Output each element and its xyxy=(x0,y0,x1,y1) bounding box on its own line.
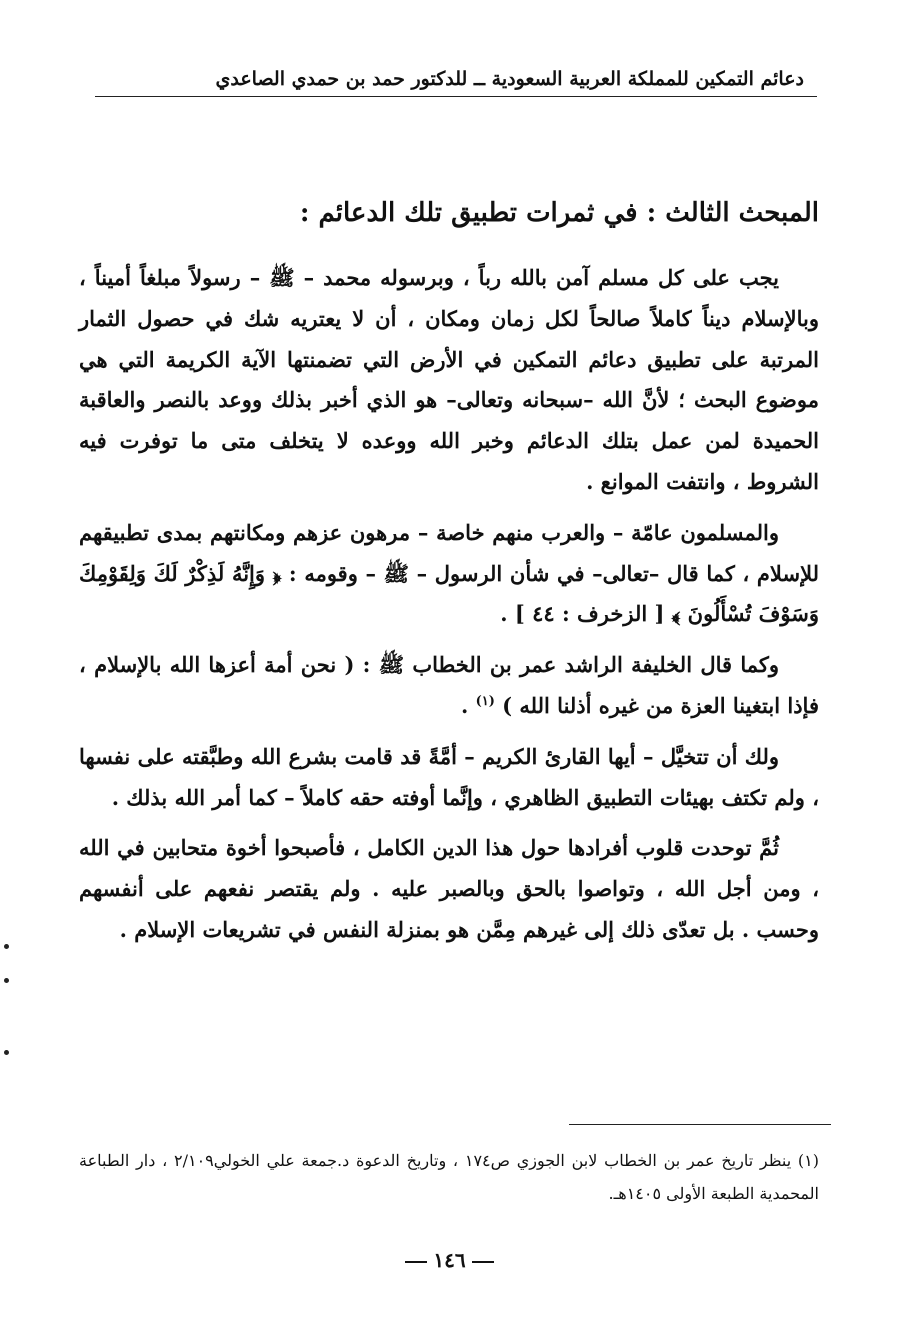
scan-edge-mark xyxy=(4,978,9,983)
footnote-rule xyxy=(569,1124,831,1125)
scan-edge-mark xyxy=(4,944,9,949)
paragraph-3-text: وكما قال الخليفة الراشد عمر بن الخطاب ﷺ : ( نحن أمة أعزها الله بالإسلام ، فإذا ابتغينا العزة من غيره أذلنا الله ) xyxy=(79,652,819,718)
paragraph-1: يجب على كل مسلم آمن بالله رباً ، وبرسوله محمد – ﷺ – رسولاً مبلغاً أميناً ، وبالإسلام ديناً كاملاً صالحاً لكل زمان ومكان ، أن لا يعتريه شك في حصول الثمار المرتبة على تطبيق دعائم التمكين في الأرض التي تضمنتها الآية الكريمة التي هي موضوع البحث ؛ لأنَّ الله –سبحانه وتعالى– هو الذي أخبر بذلك ووعد بالنصر والعاقبة الحميدة لمن عمل بتلك الدعائم وخبر الله ووعده لا يتخلف متى ما توفرت فيه الشروط ، وانتفت الموانع . xyxy=(79,265,819,494)
header-rule xyxy=(95,96,817,97)
paragraph-3: وكما قال الخليفة الراشد عمر بن الخطاب ﷺ : ( نحن أمة أعزها الله بالإسلام ، فإذا ابتغينا العزة من غيره أذلنا الله ) $^{(١)}$ . xyxy=(79,652,819,718)
scan-edge-mark xyxy=(4,1050,9,1055)
page-number-dash-left xyxy=(405,1261,427,1263)
section-title: المبحث الثالث : في ثمرات تطبيق تلك الدعائم : xyxy=(299,198,819,228)
paragraph-2: والمسلمون عامّة – والعرب منهم خاصة – مرهون عزهم ومكانتهم بمدى تطبيقهم للإسلام ، كما قال –تعالى– في شأن الرسول – ﷺ – وقومه : ﴿ وَإِنَّهُ لَذِكْرٌ لَكَ وَلِقَوْمِكَ وَسَوْفَ تُسْأَلُونَ ﴾ [ الزخرف : ٤٤ ] . xyxy=(79,519,819,627)
footnote: (١) ينظر تاريخ عمر بن الخطاب لابن الجوزي ص١٧٤ ، وتاريخ الدعوة د.جمعة علي الخولي٢/١٠٩ ، دار الطباعة المحمدية الطبعة الأولى ١٤٠٥هـ. xyxy=(79,1151,820,1203)
running-header: دعائم التمكين للمملكة العربية السعودية ــ للدكتور حمد بن حمدي الصاعدي xyxy=(215,68,804,90)
page-number xyxy=(0,1248,899,1272)
page-number-value: ١٤٦ xyxy=(433,1248,466,1272)
page-number-dash-right xyxy=(472,1261,494,1263)
body-text xyxy=(79,258,819,951)
paragraph-4: ولك أن تتخيَّل – أيها القارئ الكريم – أمَّةً قد قامت بشرع الله وطبَّقته على نفسها ، ولم تكتف بهيئات التطبيق الظاهري ، وإنَّما أوفته حقه كاملاً – كما أمر الله بذلك . xyxy=(79,743,819,810)
footnote-reference: (١) xyxy=(475,693,495,709)
paragraph-5: ثُمَّ توحدت قلوب أفرادها حول هذا الدين الكامل ، فأصبحوا أخوة متحابين في الله ، ومن أجل الله ، وتواصوا بالحق وبالصبر عليه . ولم يقتصر نفعهم على أنفسهم وحسب . بل تعدّى ذلك إلى غيرهم مِمَّن هو بمنزلة النفس في تشريعات الإسلام . xyxy=(79,835,819,942)
